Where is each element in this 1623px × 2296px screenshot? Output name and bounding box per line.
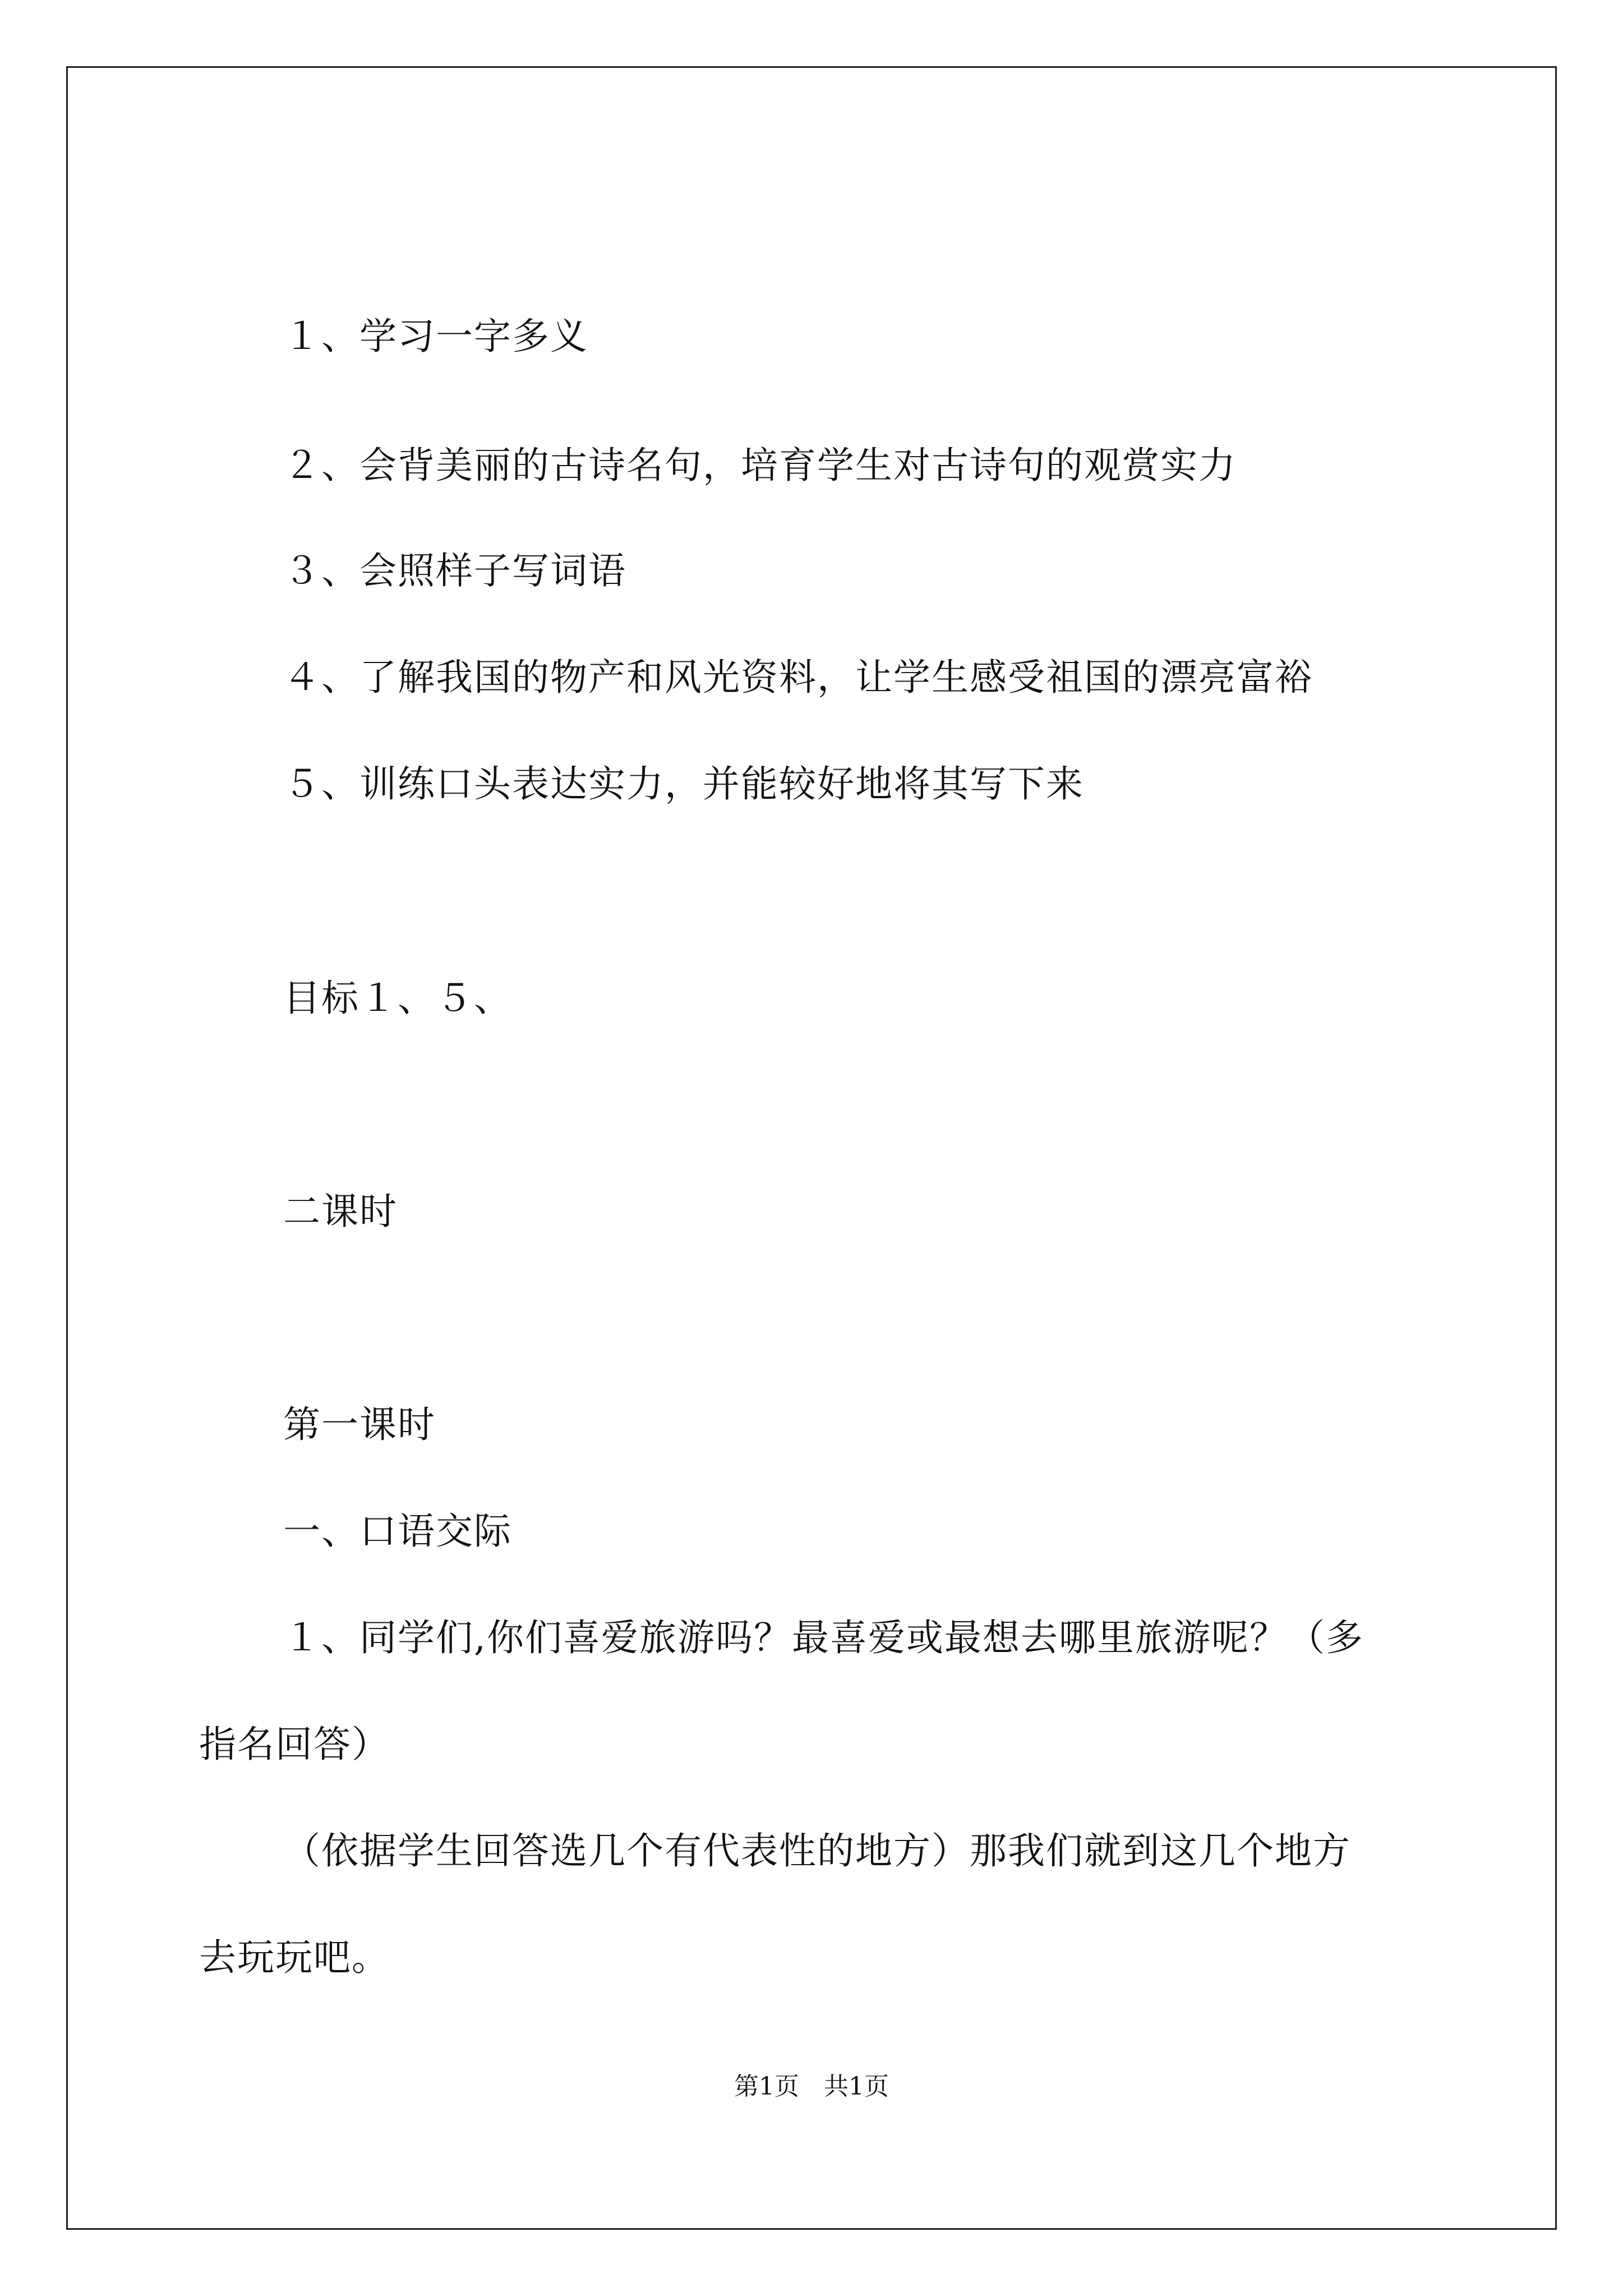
page-border [66,66,1557,2230]
paragraph-1-line-1: １、同学们,你们喜爱旅游吗？最喜爱或最想去哪里旅游呢？（多 [283,1616,1364,1659]
objective-2: ２、会背美丽的古诗名句，培育学生对古诗句的观赏实力 [283,444,1237,487]
lesson-count: 二课时 [283,1190,398,1233]
objective-1: １、学习一字多义 [283,315,588,358]
objective-5: ５、训练口头表达实力，并能较好地将其写下来 [283,762,1084,806]
paragraph-2-line-1: （依据学生回答选几个有代表性的地方）那我们就到这几个地方 [283,1829,1351,1872]
key-objectives: 目标１、５、 [283,977,512,1020]
objective-4: ４、了解我国的物产和风光资料，让学生感受祖国的漂亮富裕 [283,656,1313,699]
first-lesson-heading: 第一课时 [283,1403,436,1446]
page-number-footer: 第1页 共1页 [734,2072,889,2101]
paragraph-2-line-2: 去玩玩吧。 [199,1936,390,1979]
objective-3: ３、会照样子写词语 [283,549,626,592]
paragraph-1-line-2: 指名回答） [199,1723,390,1766]
section-heading-oral: 一、口语交际 [283,1510,512,1553]
